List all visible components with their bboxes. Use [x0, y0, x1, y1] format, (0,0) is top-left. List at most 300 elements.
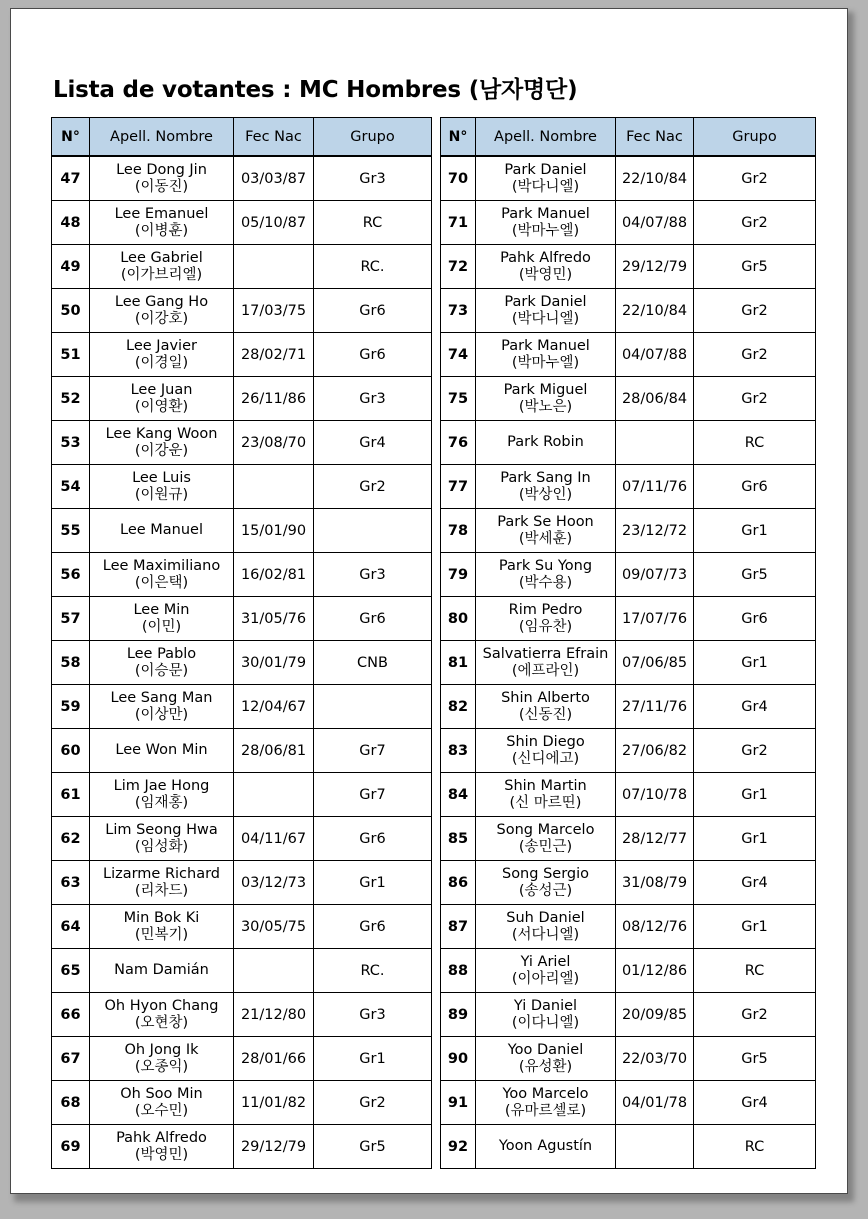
cell-num: 90	[441, 1037, 476, 1081]
cell-birthdate: 28/06/84	[616, 377, 694, 421]
cell-num: 71	[441, 201, 476, 245]
cell-name	[476, 861, 616, 905]
cell-birthdate	[616, 1125, 694, 1169]
cell-name	[90, 905, 234, 949]
cell-birthdate: 31/05/76	[234, 597, 314, 641]
voter-table-left	[51, 117, 432, 1169]
cell-name	[476, 465, 616, 509]
table-row	[441, 245, 816, 289]
name-latin: Rim Pedro	[508, 602, 583, 619]
cell-num: 83	[441, 729, 476, 773]
name-latin: Park Se Hoon	[497, 514, 594, 531]
cell-group: Gr7	[314, 729, 432, 773]
cell-num: 89	[441, 993, 476, 1037]
name-korean: (에프라인)	[511, 662, 580, 679]
cell-group: Gr5	[694, 1037, 816, 1081]
cell-group: Gr2	[694, 289, 816, 333]
cell-birthdate: 07/10/78	[616, 773, 694, 817]
cell-name	[90, 1125, 234, 1169]
cell-birthdate: 26/11/86	[234, 377, 314, 421]
voter-list-tables	[51, 117, 821, 1169]
cell-birthdate: 29/12/79	[616, 245, 694, 289]
cell-name	[90, 1037, 234, 1081]
cell-num: 60	[52, 729, 90, 773]
cell-group: Gr3	[314, 377, 432, 421]
cell-group: Gr4	[694, 685, 816, 729]
cell-num: 79	[441, 553, 476, 597]
cell-num: 51	[52, 333, 90, 377]
cell-group: Gr6	[314, 817, 432, 861]
cell-name	[476, 553, 616, 597]
cell-num: 92	[441, 1125, 476, 1169]
cell-group: RC	[314, 201, 432, 245]
name-latin: Park Daniel	[504, 162, 587, 179]
name-korean: (이동진)	[134, 178, 189, 195]
cell-name	[90, 465, 234, 509]
cell-birthdate: 17/03/75	[234, 289, 314, 333]
table-row	[441, 817, 816, 861]
cell-group	[314, 509, 432, 553]
name-latin: Shin Diego	[506, 734, 585, 751]
table-row	[441, 201, 816, 245]
cell-group: Gr1	[314, 861, 432, 905]
cell-birthdate: 04/11/67	[234, 817, 314, 861]
cell-name	[476, 201, 616, 245]
table-row	[52, 949, 432, 993]
cell-name	[90, 377, 234, 421]
name-latin: Lim Seong Hwa	[105, 822, 218, 839]
name-latin: Lee Maximiliano	[102, 558, 221, 575]
name-latin: Lee Gang Ho	[114, 294, 209, 311]
cell-group: Gr3	[314, 993, 432, 1037]
cell-name	[476, 1125, 616, 1169]
cell-name	[90, 201, 234, 245]
name-latin: Park Manuel	[501, 206, 590, 223]
table-row	[52, 597, 432, 641]
cell-name	[476, 729, 616, 773]
cell-name	[476, 245, 616, 289]
column-header-birthdate: Fec Nac	[616, 118, 694, 157]
cell-num: 54	[52, 465, 90, 509]
name-korean: (민복기)	[134, 926, 189, 943]
cell-group: Gr6	[314, 333, 432, 377]
cell-name	[476, 1037, 616, 1081]
cell-birthdate: 30/01/79	[234, 641, 314, 685]
cell-birthdate: 01/12/86	[616, 949, 694, 993]
table-row	[52, 905, 432, 949]
cell-num: 63	[52, 861, 90, 905]
name-latin: Lee Min	[133, 602, 190, 619]
table-row	[441, 377, 816, 421]
table-row	[441, 905, 816, 949]
name-korean: (이민)	[141, 618, 182, 635]
table-row	[52, 1081, 432, 1125]
table-header-row	[441, 118, 816, 157]
name-latin: Yi Daniel	[513, 998, 578, 1015]
cell-name	[90, 553, 234, 597]
cell-birthdate: 21/12/80	[234, 993, 314, 1037]
cell-num: 87	[441, 905, 476, 949]
table-row	[52, 156, 432, 201]
cell-num: 55	[52, 509, 90, 553]
cell-group: Gr2	[314, 1081, 432, 1125]
name-latin: Oh Jong Ik	[124, 1042, 199, 1059]
cell-num: 91	[441, 1081, 476, 1125]
cell-name	[90, 509, 234, 553]
cell-birthdate: 15/01/90	[234, 509, 314, 553]
name-latin: Oh Soo Min	[120, 1086, 203, 1103]
name-korean: (유성환)	[518, 1058, 573, 1075]
table-row	[441, 993, 816, 1037]
cell-group: Gr2	[694, 201, 816, 245]
cell-group: Gr6	[694, 465, 816, 509]
name-latin: Yoo Marcelo	[502, 1086, 589, 1103]
name-korean: (리차드)	[134, 882, 189, 899]
name-korean: (오수민)	[134, 1102, 189, 1119]
table-row	[441, 641, 816, 685]
cell-group	[314, 685, 432, 729]
name-latin: Salvatierra Efrain	[482, 646, 609, 663]
table-row	[52, 729, 432, 773]
name-latin: Shin Martin	[504, 778, 587, 795]
column-header-name: Apell. Nombre	[476, 118, 616, 157]
name-korean: (임성화)	[134, 838, 189, 855]
table-row	[441, 685, 816, 729]
cell-birthdate: 27/06/82	[616, 729, 694, 773]
cell-group: Gr4	[694, 861, 816, 905]
cell-name	[90, 156, 234, 201]
name-latin: Lee Manuel	[120, 522, 203, 539]
cell-birthdate	[616, 421, 694, 465]
table-row	[52, 817, 432, 861]
name-latin: Nam Damián	[114, 962, 209, 979]
cell-birthdate: 22/10/84	[616, 289, 694, 333]
cell-num: 77	[441, 465, 476, 509]
cell-group: RC	[694, 1125, 816, 1169]
cell-birthdate: 03/12/73	[234, 861, 314, 905]
name-latin: Lizarme Richard	[102, 866, 221, 883]
cell-num: 74	[441, 333, 476, 377]
cell-group: RC.	[314, 245, 432, 289]
name-latin: Lee Emanuel	[114, 206, 209, 223]
cell-group: Gr6	[314, 597, 432, 641]
cell-group: Gr2	[694, 333, 816, 377]
cell-name	[476, 289, 616, 333]
cell-name	[90, 289, 234, 333]
table-row	[52, 993, 432, 1037]
name-korean: (이은택)	[134, 574, 189, 591]
table-row	[52, 773, 432, 817]
name-latin: Oh Hyon Chang	[104, 998, 219, 1015]
name-korean: (박세훈)	[518, 530, 573, 547]
cell-group: Gr2	[694, 377, 816, 421]
cell-birthdate: 04/01/78	[616, 1081, 694, 1125]
cell-num: 57	[52, 597, 90, 641]
cell-birthdate: 04/07/88	[616, 333, 694, 377]
cell-group: Gr5	[694, 245, 816, 289]
table-row	[52, 1125, 432, 1169]
name-latin: Park Sang In	[500, 470, 591, 487]
cell-name	[90, 729, 234, 773]
cell-num: 88	[441, 949, 476, 993]
cell-birthdate: 23/12/72	[616, 509, 694, 553]
cell-num: 72	[441, 245, 476, 289]
column-header-num: N°	[52, 118, 90, 157]
cell-name	[90, 817, 234, 861]
cell-num: 49	[52, 245, 90, 289]
name-korean: (박다니엘)	[511, 178, 580, 195]
cell-num: 80	[441, 597, 476, 641]
cell-birthdate: 31/08/79	[616, 861, 694, 905]
name-korean: (이원규)	[134, 486, 189, 503]
cell-num: 61	[52, 773, 90, 817]
voter-table-right	[440, 117, 816, 1169]
cell-birthdate: 09/07/73	[616, 553, 694, 597]
table-row	[441, 421, 816, 465]
name-korean: (유마르셀로)	[504, 1102, 587, 1119]
name-korean: (신디에고)	[511, 750, 580, 767]
name-latin: Song Marcelo	[496, 822, 595, 839]
cell-name	[90, 641, 234, 685]
cell-name	[476, 993, 616, 1037]
cell-birthdate: 27/11/76	[616, 685, 694, 729]
name-korean: (신 마르띤)	[509, 794, 582, 811]
cell-birthdate	[234, 949, 314, 993]
name-latin: Lee Javier	[126, 338, 197, 355]
cell-num: 52	[52, 377, 90, 421]
cell-num: 50	[52, 289, 90, 333]
cell-num: 82	[441, 685, 476, 729]
cell-birthdate: 28/01/66	[234, 1037, 314, 1081]
cell-birthdate: 22/03/70	[616, 1037, 694, 1081]
column-header-group: Grupo	[314, 118, 432, 157]
cell-birthdate: 28/12/77	[616, 817, 694, 861]
name-latin: Suh Daniel	[506, 910, 585, 927]
table-row	[441, 949, 816, 993]
name-korean: (이상만)	[134, 706, 189, 723]
name-latin: Min Bok Ki	[123, 910, 200, 927]
table-row	[52, 553, 432, 597]
name-latin: Yoo Daniel	[507, 1042, 584, 1059]
name-latin: Lee Gabriel	[120, 250, 203, 267]
table-row	[441, 861, 816, 905]
cell-num: 48	[52, 201, 90, 245]
page-title: Lista de votantes : MC Hombres (남자명단)	[53, 77, 578, 103]
cell-birthdate: 04/07/88	[616, 201, 694, 245]
cell-name	[90, 333, 234, 377]
cell-group: Gr2	[694, 729, 816, 773]
name-latin: Yoon Agustín	[498, 1138, 593, 1155]
name-latin: Park Daniel	[504, 294, 587, 311]
name-latin: Yi Ariel	[520, 954, 571, 971]
cell-name	[476, 773, 616, 817]
cell-group: Gr4	[314, 421, 432, 465]
name-latin: Lee Sang Man	[110, 690, 213, 707]
name-korean: (이경일)	[134, 354, 189, 371]
cell-num: 78	[441, 509, 476, 553]
name-korean: (박영민)	[518, 266, 573, 283]
cell-name	[476, 421, 616, 465]
cell-name	[476, 597, 616, 641]
column-header-num: N°	[441, 118, 476, 157]
name-korean: (송민근)	[518, 838, 573, 855]
name-korean: (이아리엘)	[511, 970, 580, 987]
table-row	[441, 597, 816, 641]
cell-name	[476, 333, 616, 377]
cell-num: 64	[52, 905, 90, 949]
name-latin: Lee Won Min	[115, 742, 208, 759]
cell-name	[476, 685, 616, 729]
cell-name	[476, 905, 616, 949]
cell-birthdate	[234, 245, 314, 289]
column-header-name: Apell. Nombre	[90, 118, 234, 157]
table-row	[441, 509, 816, 553]
cell-group: Gr1	[694, 905, 816, 949]
cell-num: 47	[52, 156, 90, 201]
cell-name	[90, 773, 234, 817]
name-latin: Lee Juan	[130, 382, 193, 399]
cell-name	[90, 993, 234, 1037]
table-row	[441, 729, 816, 773]
table-row	[52, 1037, 432, 1081]
cell-num: 85	[441, 817, 476, 861]
name-korean: (이강호)	[134, 310, 189, 327]
cell-num: 58	[52, 641, 90, 685]
cell-num: 62	[52, 817, 90, 861]
table-row	[441, 465, 816, 509]
table-row	[52, 685, 432, 729]
cell-num: 84	[441, 773, 476, 817]
name-korean: (이다니엘)	[511, 1014, 580, 1031]
name-korean: (신동진)	[518, 706, 573, 723]
table-row	[52, 245, 432, 289]
table-row	[441, 1081, 816, 1125]
name-korean: (임유찬)	[518, 618, 573, 635]
cell-birthdate: 08/12/76	[616, 905, 694, 949]
table-row	[52, 509, 432, 553]
name-latin: Lim Jae Hong	[113, 778, 210, 795]
table-row	[441, 333, 816, 377]
cell-name	[476, 641, 616, 685]
name-latin: Park Manuel	[501, 338, 590, 355]
cell-name	[476, 509, 616, 553]
name-latin: Park Miguel	[503, 382, 588, 399]
cell-name	[476, 1081, 616, 1125]
table-row	[441, 553, 816, 597]
name-korean: (박마누엘)	[511, 354, 580, 371]
name-latin: Lee Pablo	[126, 646, 197, 663]
cell-group: Gr7	[314, 773, 432, 817]
name-korean: (서다니엘)	[511, 926, 580, 943]
cell-num: 76	[441, 421, 476, 465]
cell-group: Gr2	[694, 993, 816, 1037]
cell-group: RC	[694, 421, 816, 465]
cell-num: 73	[441, 289, 476, 333]
cell-birthdate	[234, 465, 314, 509]
name-korean: (박다니엘)	[511, 310, 580, 327]
cell-name	[90, 1081, 234, 1125]
cell-group: Gr3	[314, 553, 432, 597]
cell-name	[476, 156, 616, 201]
cell-group: Gr1	[694, 509, 816, 553]
cell-num: 59	[52, 685, 90, 729]
cell-num: 75	[441, 377, 476, 421]
cell-name	[476, 817, 616, 861]
cell-birthdate: 29/12/79	[234, 1125, 314, 1169]
cell-birthdate	[234, 773, 314, 817]
table-row	[441, 289, 816, 333]
table-row	[52, 421, 432, 465]
cell-name	[476, 377, 616, 421]
cell-name	[476, 949, 616, 993]
cell-num: 86	[441, 861, 476, 905]
cell-name	[90, 597, 234, 641]
name-latin: Song Sergio	[501, 866, 589, 883]
cell-group: Gr1	[314, 1037, 432, 1081]
column-header-group: Grupo	[694, 118, 816, 157]
cell-birthdate: 16/02/81	[234, 553, 314, 597]
cell-birthdate: 11/01/82	[234, 1081, 314, 1125]
cell-birthdate: 05/10/87	[234, 201, 314, 245]
cell-num: 65	[52, 949, 90, 993]
cell-birthdate: 03/03/87	[234, 156, 314, 201]
cell-group: Gr6	[694, 597, 816, 641]
cell-group: Gr6	[314, 289, 432, 333]
name-latin: Park Robin	[507, 434, 584, 451]
name-korean: (이승문)	[134, 662, 189, 679]
name-korean: (이병훈)	[134, 222, 189, 239]
cell-name	[90, 685, 234, 729]
table-row	[52, 289, 432, 333]
name-korean: (송성근)	[518, 882, 573, 899]
voter-table-right-body	[441, 156, 816, 1169]
cell-group: Gr4	[694, 1081, 816, 1125]
name-korean: (박영민)	[134, 1146, 189, 1163]
cell-birthdate: 28/02/71	[234, 333, 314, 377]
table-row	[52, 861, 432, 905]
name-korean: (이영환)	[134, 398, 189, 415]
cell-birthdate: 20/09/85	[616, 993, 694, 1037]
voter-table-left-body	[52, 156, 432, 1169]
cell-group: Gr1	[694, 773, 816, 817]
table-row	[52, 377, 432, 421]
cell-num: 81	[441, 641, 476, 685]
name-latin: Lee Dong Jin	[116, 162, 207, 179]
cell-birthdate: 23/08/70	[234, 421, 314, 465]
cell-birthdate: 07/11/76	[616, 465, 694, 509]
name-korean: (오종익)	[134, 1058, 189, 1075]
column-header-birthdate: Fec Nac	[234, 118, 314, 157]
cell-group: RC.	[314, 949, 432, 993]
cell-num: 66	[52, 993, 90, 1037]
table-row	[52, 465, 432, 509]
cell-group: Gr1	[694, 641, 816, 685]
name-latin: Lee Kang Woon	[105, 426, 218, 443]
table-row	[52, 201, 432, 245]
cell-group: Gr2	[314, 465, 432, 509]
name-korean: (박수용)	[518, 574, 573, 591]
table-row	[441, 1037, 816, 1081]
name-korean: (임재홍)	[134, 794, 189, 811]
table-row	[441, 773, 816, 817]
cell-birthdate: 07/06/85	[616, 641, 694, 685]
cell-group: Gr5	[694, 553, 816, 597]
name-latin: Pahk Alfredo	[116, 1130, 207, 1147]
cell-name	[90, 421, 234, 465]
name-korean: (박노은)	[518, 398, 573, 415]
cell-num: 68	[52, 1081, 90, 1125]
cell-num: 67	[52, 1037, 90, 1081]
